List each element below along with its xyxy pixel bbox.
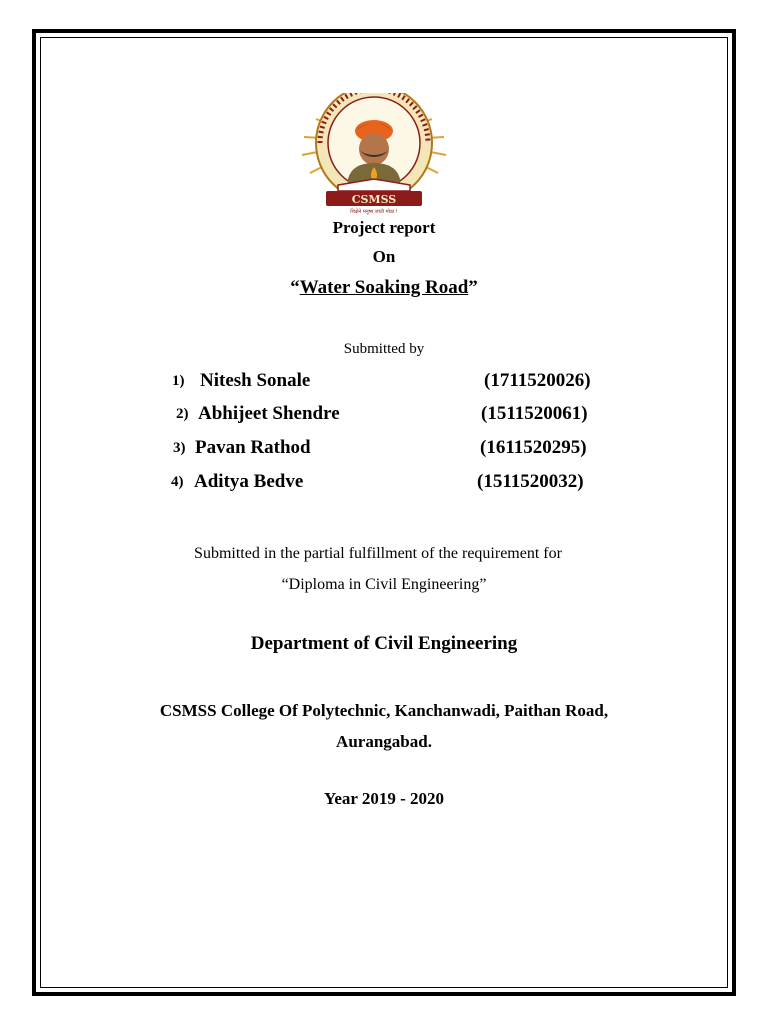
diploma-name: “Diploma in Civil Engineering” [281,576,487,593]
college-city: Aurangabad. [336,732,432,751]
fulfillment-text: Submitted in the partial fulfillment of the requirement for [194,545,562,562]
member-number: 4) [171,474,184,490]
member-number: 3) [173,440,186,456]
member-enrollment: (1511520032) [477,471,584,492]
submitted-by-label: Submitted by [343,341,425,357]
college-name: CSMSS College Of Polytechnic, Kanchanwadi, Paithan Road, [159,701,609,720]
member-name: Aditya Bedve [194,471,304,492]
report-label: Project report [332,218,436,237]
member-number: 1) [172,373,185,389]
member-name: Abhijeet Shendre [198,403,340,424]
academic-year: Year 2019 - 2020 [323,789,445,808]
title-open-quote: “ [290,277,300,298]
department-name: Department of Civil Engineering [250,633,518,654]
college-logo [296,93,452,215]
logo-tagline: शिक्षेने मनुष्य जाती मोठा ! [350,209,398,215]
member-enrollment: (1611520295) [480,437,587,458]
member-name: Nitesh Sonale [200,370,311,391]
logo-text: CSMSS [351,193,397,206]
report-on: On [372,247,396,266]
project-title [0,277,768,299]
member-enrollment: (1711520026) [484,370,591,391]
member-enrollment: (1511520061) [481,403,588,424]
project-title-text: Water Soaking Road [299,277,469,298]
member-number: 2) [176,406,189,422]
title-close-quote: ” [468,277,478,298]
college-logo-emblem [296,93,452,215]
member-name: Pavan Rathod [195,437,311,458]
